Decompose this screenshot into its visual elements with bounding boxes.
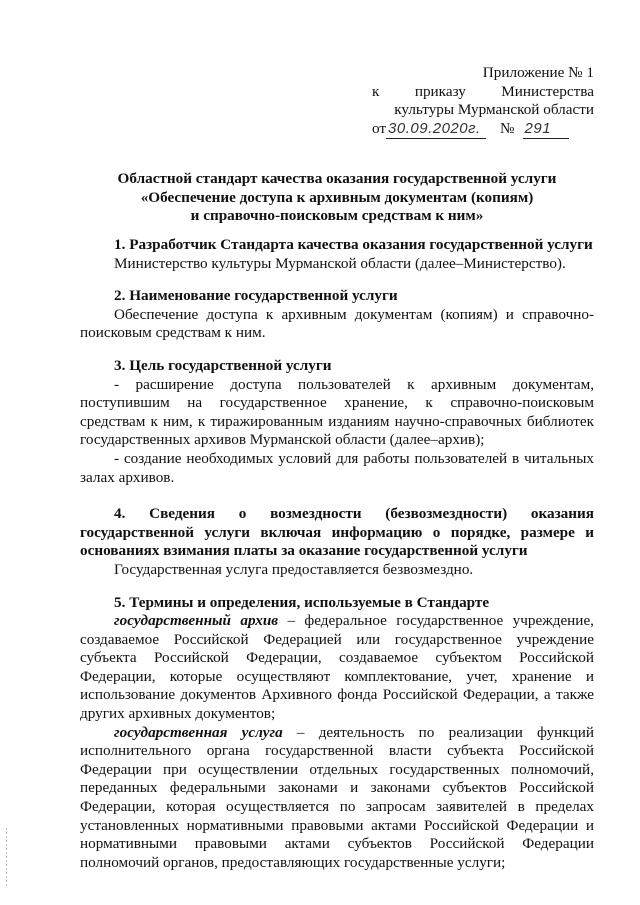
- attachment-to: к: [372, 82, 380, 100]
- definition-state-archive: – федеральное государственное учреждение, создаваемое Российской Федерацией или государственное учреждение субъекта Российской Федерации, создаваемое субъектом Российской Федерации, которые осуществляют комплектование, учет, хранение и использование документов Архивного фонда Российской Федерации, а также других архивных документов;: [80, 612, 594, 723]
- section-4-text: Государственная услуга предоставляется безвозмездно.: [114, 560, 474, 578]
- section-1-heading: 1. Разработчик Стандарта качества оказания государственной услуги: [114, 236, 593, 253]
- scan-edge-mark: [6, 828, 7, 888]
- definition-state-service: – деятельность по реализации функций исполнительного органа государственной власти субъекта Российской Федерации при осуществлении отдельных государственных полномочий, переданных федеральными законами и законами субъектов Российской Федерации, которая осуществляется по запросам заявителей в пределах установленных нормативными правовыми актами Российской Федерации и нормативными правовыми актами субъектов Российской Федерации полномочий органов, предоставляющих государственные услуги;: [80, 723, 594, 871]
- title-line-2: «Обеспечение доступа к архивным документам (копиям): [140, 188, 534, 206]
- term-state-service: государственная услуга: [114, 723, 283, 741]
- attachment-order: приказу: [414, 82, 466, 100]
- section-3-item-1: - расширение доступа пользователей к архивным документам, поступившим на государственное хранение, к справочно-поисковым средствам к ним, к тиражированным изданиям научно-справочных библиотек государственных архивов Мурманской области (далее–архив);: [80, 375, 594, 449]
- section-2-heading: 2. Наименование государственной услуги: [114, 287, 398, 305]
- date-label: от: [372, 119, 387, 137]
- handwritten-date: 30.09.2020г.: [386, 120, 486, 140]
- attachment-order-line: [372, 83, 594, 102]
- section-1-text: Министерство культуры Мурманской области (далее–Министерство).: [114, 254, 566, 272]
- term-state-archive: государственный архив: [114, 612, 279, 630]
- attachment-block: [372, 64, 594, 139]
- section-2-text: Обеспечение доступа к архивным документам (копиям) и справочно-поисковым средствам к ним.: [80, 305, 594, 342]
- document-body: [80, 236, 594, 872]
- title-line-1: Областной стандарт качества оказания государственной услуги: [117, 170, 557, 187]
- title-line-3: и справочно-поисковым средствам к ним»: [190, 207, 484, 225]
- section-5-heading: 5. Термины и определения, используемые в Стандарте: [114, 593, 490, 611]
- section-3-heading: 3. Цель государственной услуги: [114, 356, 332, 374]
- attachment-ministry: Министерства: [501, 82, 594, 100]
- document-title: [80, 170, 594, 226]
- section-5-definition-1: [80, 612, 594, 724]
- attachment-date-line: [372, 120, 594, 140]
- handwritten-number: 291: [523, 120, 569, 140]
- number-label: №: [500, 119, 515, 137]
- attachment-region: культуры Мурманской области: [394, 101, 594, 119]
- section-3-item-2: - создание необходимых условий для работы пользователей в читальных залах архивов.: [80, 449, 594, 486]
- section-4-heading: 4. Сведения о возмездности (безвозмездности) оказания государственной услуги включая информацию о порядке, размере и основаниях взимания платы за оказание государственной услуги: [80, 505, 594, 560]
- section-5-definition-2: [80, 724, 594, 873]
- attachment-label: Приложение № 1: [482, 64, 594, 81]
